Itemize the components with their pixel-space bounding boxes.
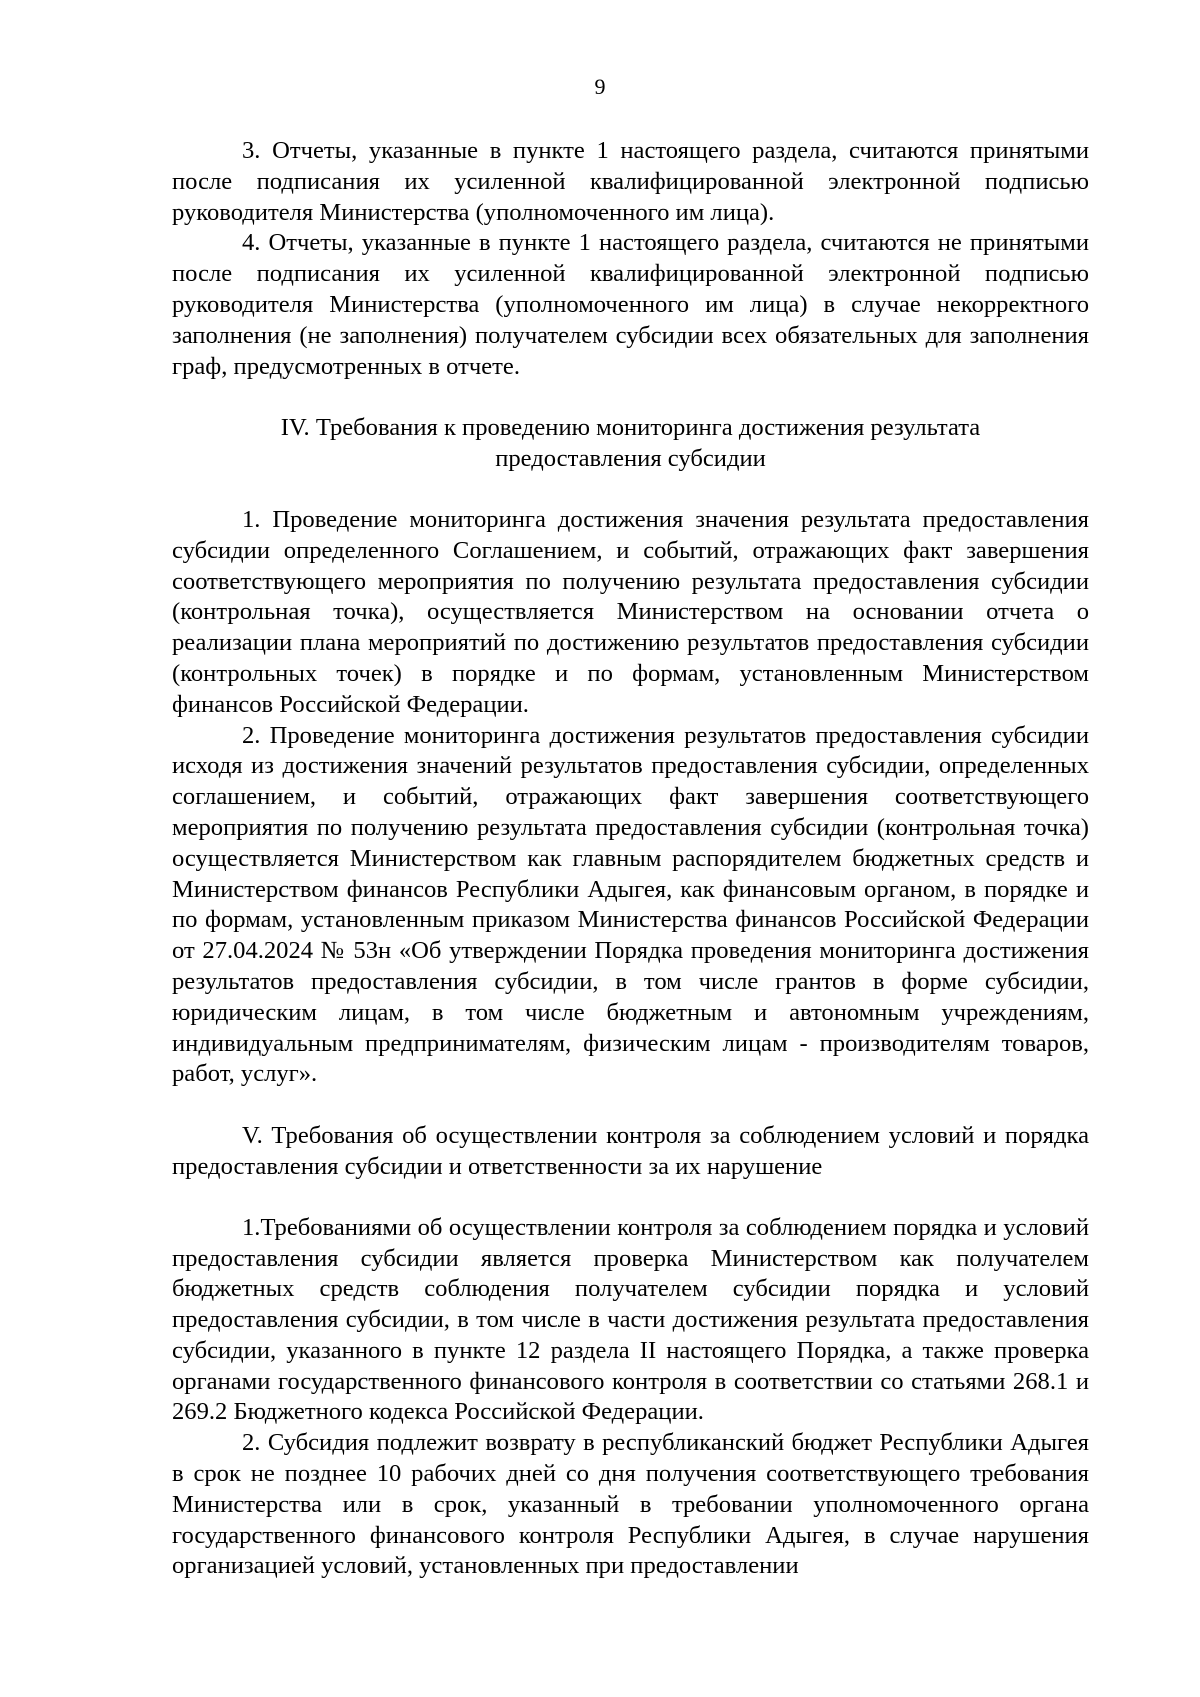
section4-heading [172,413,1089,475]
section5-heading-text: V. Требования об осуществлении контроля за соблюдением условий и порядка предоставления субсидии и ответственности за их нарушение [172,1122,1089,1180]
paragraph-section4-item1: 1. Проведение мониторинга достижения значения результата предоставления субсидии определенного Соглашением, и событий, отражающих факт завершения соответствующего мероприятия по получению результата предоставления субсидии (контрольная точка), осуществляется Министерством на основании отчета о реализации плана мероприятий по достижению результатов предоставления субсидии (контрольных точек) в порядке и по формам, установленным Министерством финансов Российской Федерации. [172,505,1089,718]
paragraph-section4-item2: 2. Проведение мониторинга достижения результатов предоставления субсидии исходя из достижения значений результатов предоставления субсидии, определенных соглашением, и событий, отражающих факт завершения соответствующего мероприятия по получению результата предоставления субсидии (контрольная точка) осуществляется Министерством как главным распорядителем бюджетных средств и Министерством финансов Республики Адыгея, как финансовым органом, в порядке и по формам, установленным приказом Министерства финансов Российской Федерации от 27.04.2024 № 53н «Об утверждении Порядка проведения мониторинга достижения результатов предоставления субсидии, в том числе грантов в форме субсидии, юридическим лицам, в том числе бюджетным и автономным учреждениям, индивидуальным предпринимателям, физическим лицам - производителям товаров, работ, услуг». [172,721,1089,1088]
paragraph-section5-item2: 2. Субсидия подлежит возврату в республиканский бюджет Республики Адыгея в срок не позднее 10 рабочих дней со дня получения соответствующего требования Министерства или в срок, указанный в требовании уполномоченного органа государственного финансового контроля Республики Адыгея, в случае нарушения организацией условий, установленных при предоставлении [172,1429,1089,1580]
document-body [172,136,1089,1582]
paragraph-section5-item1: 1.Требованиями об осуществлении контроля за соблюдением порядка и условий предоставления субсидии является проверка Министерством как получателем бюджетных средств соблюдения получателем субсидии порядка и условий предоставления субсидии, в том числе в части достижения результата предоставления субсидии, указанного в пункте 12 раздела II настоящего Порядка, а также проверка органами государственного финансового контроля в соответствии со статьями 268.1 и 269.2 Бюджетного кодекса Российской Федерации. [172,1213,1089,1426]
page-number: 9 [594,74,606,99]
section4-heading-line1: IV. Требования к проведению мониторинга достижения результата [280,414,981,442]
section5-heading [172,1121,1089,1183]
paragraph-section3-item3: 3. Отчеты, указанные в пункте 1 настоящего раздела, считаются принятыми после подписания их усиленной квалифицированной электронной подписью руководителя Министерства (уполномоченного им лица). [172,137,1089,226]
paragraph-section3-item4: 4. Отчеты, указанные в пункте 1 настоящего раздела, считаются не принятыми после подписания их усиленной квалифицированной электронной подписью руководителя Министерства (уполномоченного им лица) в случае некорректного заполнения (не заполнения) получателем субсидии всех обязательных для заполнения граф, предусмотренных в отчете. [172,229,1089,380]
section4-heading-line2: предоставления субсидии [495,445,766,473]
